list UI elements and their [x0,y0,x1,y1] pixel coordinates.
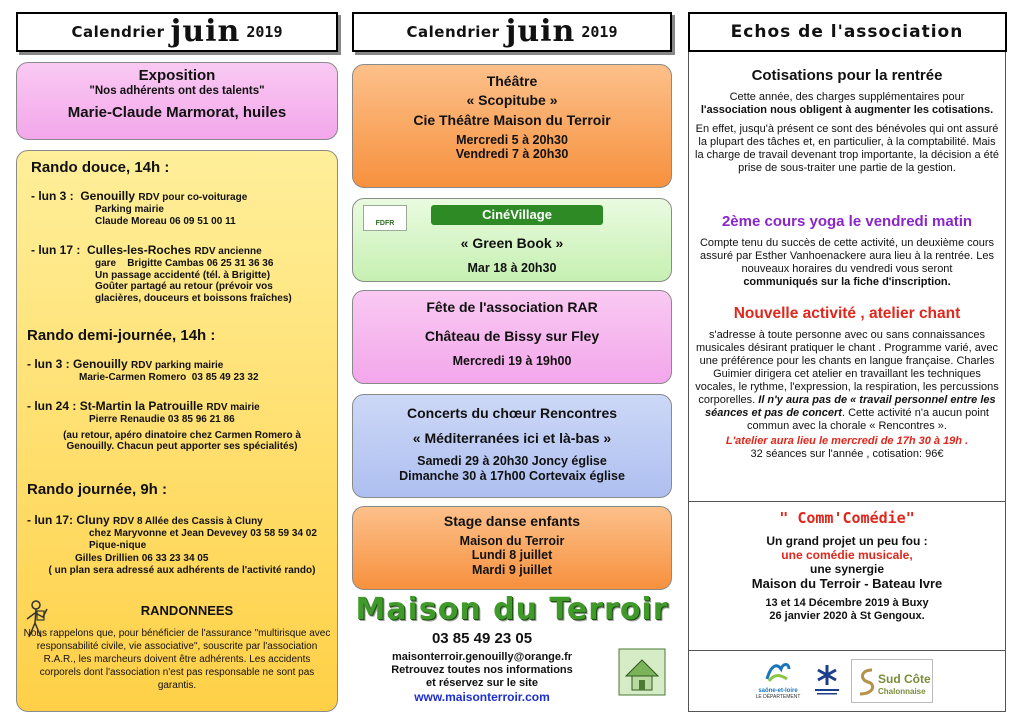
fdfr-logo: FDFR [363,205,407,231]
rj-e1-l5: ( un plan sera adressé aux adhérents de l'activité rando) [48,565,316,577]
contact-block [362,630,602,704]
rdj-e2-date: - lun 24 : [27,399,77,413]
contact-l3: et réservez sur le site [426,676,538,689]
rj-e1-rdv: RDV 8 Allée des Cassis à Cluny [113,516,263,527]
header-year: 2019 [246,23,283,41]
cotis-p1b: l'association nous obligent à augmenter les cotisations. [700,103,994,116]
cotis-p1a: Cette année, des charges supplémentaires pour [729,90,965,103]
contact-l2: Retrouvez toutes nos informations [391,663,573,676]
theatre-l3: Cie Théâtre Maison du Terroir [413,112,611,129]
contact-phone: 03 85 49 23 05 [431,630,533,647]
stage-l1: Stage danse enfants [443,513,581,529]
saone-et-loire-icon [763,659,793,683]
chant-red: L'atelier aura lieu le mercredi de 17h 30 à 19h . [725,435,969,448]
rj-e1-l4: Gilles Drillien 06 33 23 34 05 [75,553,209,565]
cotisations-section [695,67,999,175]
contact-website[interactable]: www.maisonterroir.com [414,689,550,704]
comedie-l4: Maison du Terroir - Bateau Ivre [751,576,943,592]
chant-title: Nouvelle activité , atelier chant [733,305,961,322]
rd-e2-date: - lun 17 : [31,243,81,257]
rd-e1-l2: Parking mairie [95,203,164,215]
rd-e1-place: Genouilly [80,189,136,203]
randonnees-text: Nous rappelons que, pour bénéficier de l'assurance "multirisque avec responsabilité civile, vie associative", souscrite par l'association R.A.R., les marcheurs doivent être adhérents. Les accidents corporels dont l'association n'est pas responsable ne sont pas garantis. [23,628,331,691]
stage-l4: Mardi 9 juillet [472,563,552,578]
maison-logo-icon [618,648,666,696]
rdj-e1-l2: Marie-Carmen Romero 03 85 49 23 32 [79,371,259,383]
concerts-l1: Concerts du chœur Rencontres [406,405,618,421]
saone-et-loire-logo: saône-et-loire LE DÉPARTEMENT [755,659,801,703]
concerts-l2: « Méditerranées ici et là-bas » [412,429,612,446]
rd-e2-l2: gare Brigitte Cambas 06 25 31 36 36 [95,257,274,269]
sud-cote-logo: Sud Côte Chalonnaise [851,659,933,703]
region-logo [807,659,847,703]
calendar-header-mid [352,12,672,52]
theatre-l5: Vendredi 7 à 20h30 [455,147,569,162]
yoga-title: 2ème cours yoga le vendredi matin [721,213,973,230]
header-year: 2019 [581,23,618,41]
rdj-e2-l4: Genouilly. Chacun peut apporter ses spécialités) [66,441,298,453]
calendar-header-left [16,12,338,52]
yoga-p1b: communiqués sur la fiche d'inscription. [743,275,951,288]
rando-douce-title: Rando douce, 14h : [31,159,170,176]
comedie-l6: 26 janvier 2020 à St Gengoux. [769,610,925,623]
expo-subtitle: "Nos adhérents ont des talents" [89,84,265,97]
chant-p1b: Il n'y aura pas de « travail personnel entre les séances et pas de concert [705,394,996,420]
rd-e2-l4: Goûter partagé au retour (prévoir vos [95,281,273,293]
stage-box [352,506,672,590]
rd-e2-rdv: RDV ancienne [194,246,262,257]
comedie-l1: Un grand projet un peu fou : [766,533,928,548]
cine-date: Mar 18 à 20h30 [467,261,557,275]
comedie-title: " Comm'Comédie" [779,509,915,527]
chant-p1: s'adresse à toute personne avec ou sans connaissances musicales désirant pratiquer le chant . Programme varié, avec une préférence pour les chants en langue française. Charles Guimier dirigera cet atelier en travaillant les techniques vocales, le rythme, l'expression, la respiration, les percussions corporelles. [695,329,999,407]
rj-e1-place: Cluny [76,513,110,527]
rando-box [16,150,338,712]
header-word: Calendrier [406,23,500,41]
rd-e1-rdv: RDV pour co-voiturage [138,192,248,203]
concerts-l4: Dimanche 30 à 17h00 Cortevaix église [399,468,625,483]
rj-e1-l2: chez Maryvonne et Jean Devevey 03 58 59 34 02 [89,527,317,539]
rando-demi-title: Rando demi-journée, 14h : [27,327,216,344]
fete-l1: Fête de l'association RAR [426,299,598,315]
comedie-section [689,501,1005,651]
rj-e1-l3: Pique-nique [89,539,147,551]
theatre-l4: Mercredi 5 à 20h30 [456,132,568,147]
cine-film: « Green Book » [460,235,564,251]
rd-e2-l5: glacières, douceurs et boissons fraîches) [95,293,292,305]
yoga-section [695,213,999,289]
cine-box [352,198,672,282]
fete-l3: Mercredi 19 à 19h00 [452,354,572,369]
rdj-e1-rdv: RDV parking mairie [131,360,224,371]
snowflake-icon [807,659,847,699]
rd-e1-date: - lun 3 : [31,189,74,203]
cotis-title: Cotisations pour la rentrée [751,67,943,84]
header-word: Calendrier [71,23,165,41]
header-month: juin [505,14,576,49]
yoga-p1: Compte tenu du succès de cette activité, un deuxième cours assuré par Esther Vanhoenackere aura lieu à la rentrée. Les nouveaux horaires du vendredi vous seront [699,236,995,275]
rd-e2-l3: Un passage accidenté (tél. à Brigitte) [95,269,271,281]
expo-artist: Marie-Claude Marmorat, huiles [67,104,287,122]
header-month: juin [170,14,241,49]
chant-p2: 32 séances sur l'année , cotisation: 96€ [750,448,944,460]
comedie-l3: une synergie [809,562,885,576]
chant-p1c: . Cette activité n'a aucun point commun avec la chorale « Rencontres ». [747,407,989,433]
left-column [16,12,338,691]
cinevillage-label: CinéVillage [431,205,603,225]
stage-l2: Maison du Terroir [459,533,565,548]
sud-cote-icon [856,666,876,698]
concerts-box [352,394,672,498]
rdj-e2-l2: Pierre Renaudie 03 85 96 21 86 [89,413,235,425]
comedie-l5: 13 et 14 Décembre 2019 à Buxy [765,597,929,610]
rj-e1-date: - lun 17: [27,513,74,527]
rdj-e1-date: - lun 3 : [27,357,70,371]
rdj-e2-rdv: RDV mairie [206,402,260,413]
fete-l2: Château de Bissy sur Fley [424,327,600,344]
contact-email: maisonterroir.genouilly@orange.fr [391,650,573,663]
cotis-p2: En effet, jusqu'à présent ce sont des bénévoles qui ont assuré la plupart des tâches et, en particulier, à la comptabilité. Mais la charge de travail devenant trop importante, la décision a été prise de sous-traiter une partie de la gestion. [695,122,999,174]
concerts-l3: Samedi 29 à 20h30 Joncy église [417,454,607,469]
partner-logos [689,659,1005,707]
rd-e1-l3: Claude Moreau 06 09 51 00 11 [95,215,236,227]
theatre-l1: Théâtre [486,73,538,89]
rdj-e2-l3: (au retour, apéro dinatoire chez Carmen Romero à [63,429,301,441]
chant-section [695,305,999,461]
expo-title: Exposition [138,67,216,84]
exposition-box [16,62,338,140]
rdj-e1-place: Genouilly [73,357,128,371]
brand-title: Maison du Terroir [355,592,669,627]
rando-journee-title: Rando journée, 9h : [27,481,168,498]
randonnees-title: RANDONNEES [140,603,234,618]
rd-e2-place: Culles-les-Roches [87,243,192,257]
stage-l3: Lundi 8 juillet [471,548,553,563]
rdj-e2-place: St-Martin la Patrouille [79,399,204,413]
comedie-l2: une comédie musicale, [781,547,913,562]
middle-column [352,12,672,704]
fete-box [352,290,672,384]
theatre-l2: « Scopitube » [466,91,558,108]
echos-header [688,12,1007,52]
theatre-box [352,64,672,188]
right-column [688,12,1006,712]
echos-title: Echos de l'association [730,21,964,42]
